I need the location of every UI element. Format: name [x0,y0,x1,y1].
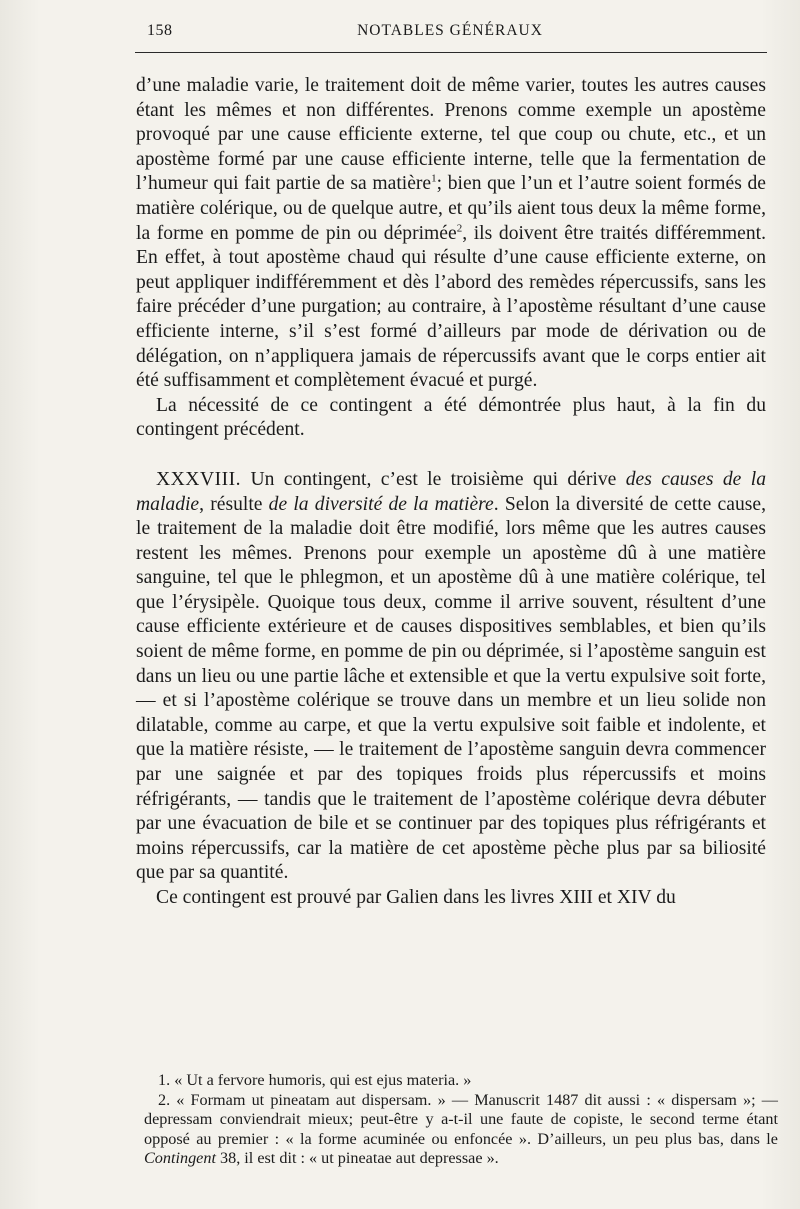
paragraph-1-text-c: , ils doivent être traités différemment. En effet, à tout apostème chaud qui résulte d’une cause efficiente externe, on peut appliquer indifféremment et dès l’abord des remèdes répercussifs, sans les faire précéder d’une purgation; au contraire, à l’apostème résultant d’une cause efficiente interne, s’il s’est formé d’ailleurs par mode de dérivation ou de délégation, on n’appliquera jamais de répercussifs avant que le corps entier ait été suffisamment et complètement évacué et purgé. [136,222,766,392]
paragraph-2: La nécessité de ce contingent a été démontrée plus haut, à la fin du contingent précédent. [136,394,766,441]
paragraph-3-italic-1: des causes de la maladie [136,468,766,515]
paragraph-1-text-b: ; bien que l’un et l’autre soient formés de matière colérique, ou de quelque autre, et qu’ils aient tous deux la même forme, la forme en pomme de pin ou déprimée [136,173,766,244]
footnote-1: 1. « Ut a fervore humoris, qui est ejus materia. » [158,1071,472,1089]
paragraph-3-italic-2: de la diversité de la matière [268,493,494,515]
paragraph-4: Ce contingent est prouvé par Galien dans les livres XIII et XIV du [156,887,676,908]
body-text [136,74,766,911]
footnote-ref-1: 1 [431,172,437,185]
footnotes [144,1071,778,1169]
paragraph-3-text-c: . Selon la diversité de cette cause, le traitement de la maladie doit être modifié, lors même que les autres causes restent les mêmes. Prenons pour exemple un apostème dû à une matière sanguine, tel que le phlegmon, et un apostème dû à une matière colérique, tel que l’érysipèle. Quoique tous deux, comme il arrive souvent, résultent d’une cause efficiente extérieure et de causes dispositives semblables, et bien qu’ils soient de même forme, en pomme de pin ou déprimée, si l’apostème sanguin est dans un lieu ou une partie lâche et extensible et que la vertu expulsive soit forte, — et si l’apostème colérique se trouve dans un membre et un lieu solide non dilatable, comme au carpe, et que la vertu expulsive soit faible et indolente, et que la matière résiste, — le traitement de l’apostème sanguin devra commencer par une saignée et par des topiques froids plus répercussifs et moins réfrigérants, — tandis que le traitement de l’apostème colérique devra débuter par une évacuation de bile et se continuer par des topiques plus réfrigérants et moins répercussifs, car la matière de cet apostème pèche plus par sa biliosité que par sa quantité. [136,493,766,884]
footnote-ref-2: 2 [456,222,463,235]
footnote-2-end: 38, il est dit : « ut pineatae aut depressae ». [215,1149,499,1168]
page-header [135,22,765,48]
paragraph-1-text-a: d’une maladie varie, le traitement doit de même varier, toutes les autres causes étant les mêmes et non différentes. Prenons comme exemple un apostème provoqué par une cause efficiente externe, tel que coup ou chute, etc., et un apostème formé par une cause efficiente interne, telle que la fermentation de l’humeur qui fait partie de sa matière [136,75,766,195]
footnote-2 [144,1091,778,1169]
paragraph-1 [136,74,766,394]
paragraph-3 [136,468,766,886]
running-title: NOTABLES GÉNÉRAUX [357,22,543,39]
page-number: 158 [147,22,173,39]
footnote-2-italic: Contingent [144,1149,216,1168]
footnote-2-text: 2. « Formam ut pineatam aut dispersam. » — Manuscrit 1487 dit aussi : « dispersam »; — depressam conviendrait mieux; peut-être y a-t-il une faute de copiste, le second terme étant opposé au premier : « la forme acuminée ou enfoncée ». D’ailleurs, un peu plus bas, dans le [144,1090,778,1148]
header-rule [135,52,767,53]
section-number: XXXVIII. [156,468,242,490]
paragraph-3-text-a: Un contingent, c’est le troisième qui dérive [241,468,626,490]
paragraph-3-text-b: , résulte [199,493,269,515]
